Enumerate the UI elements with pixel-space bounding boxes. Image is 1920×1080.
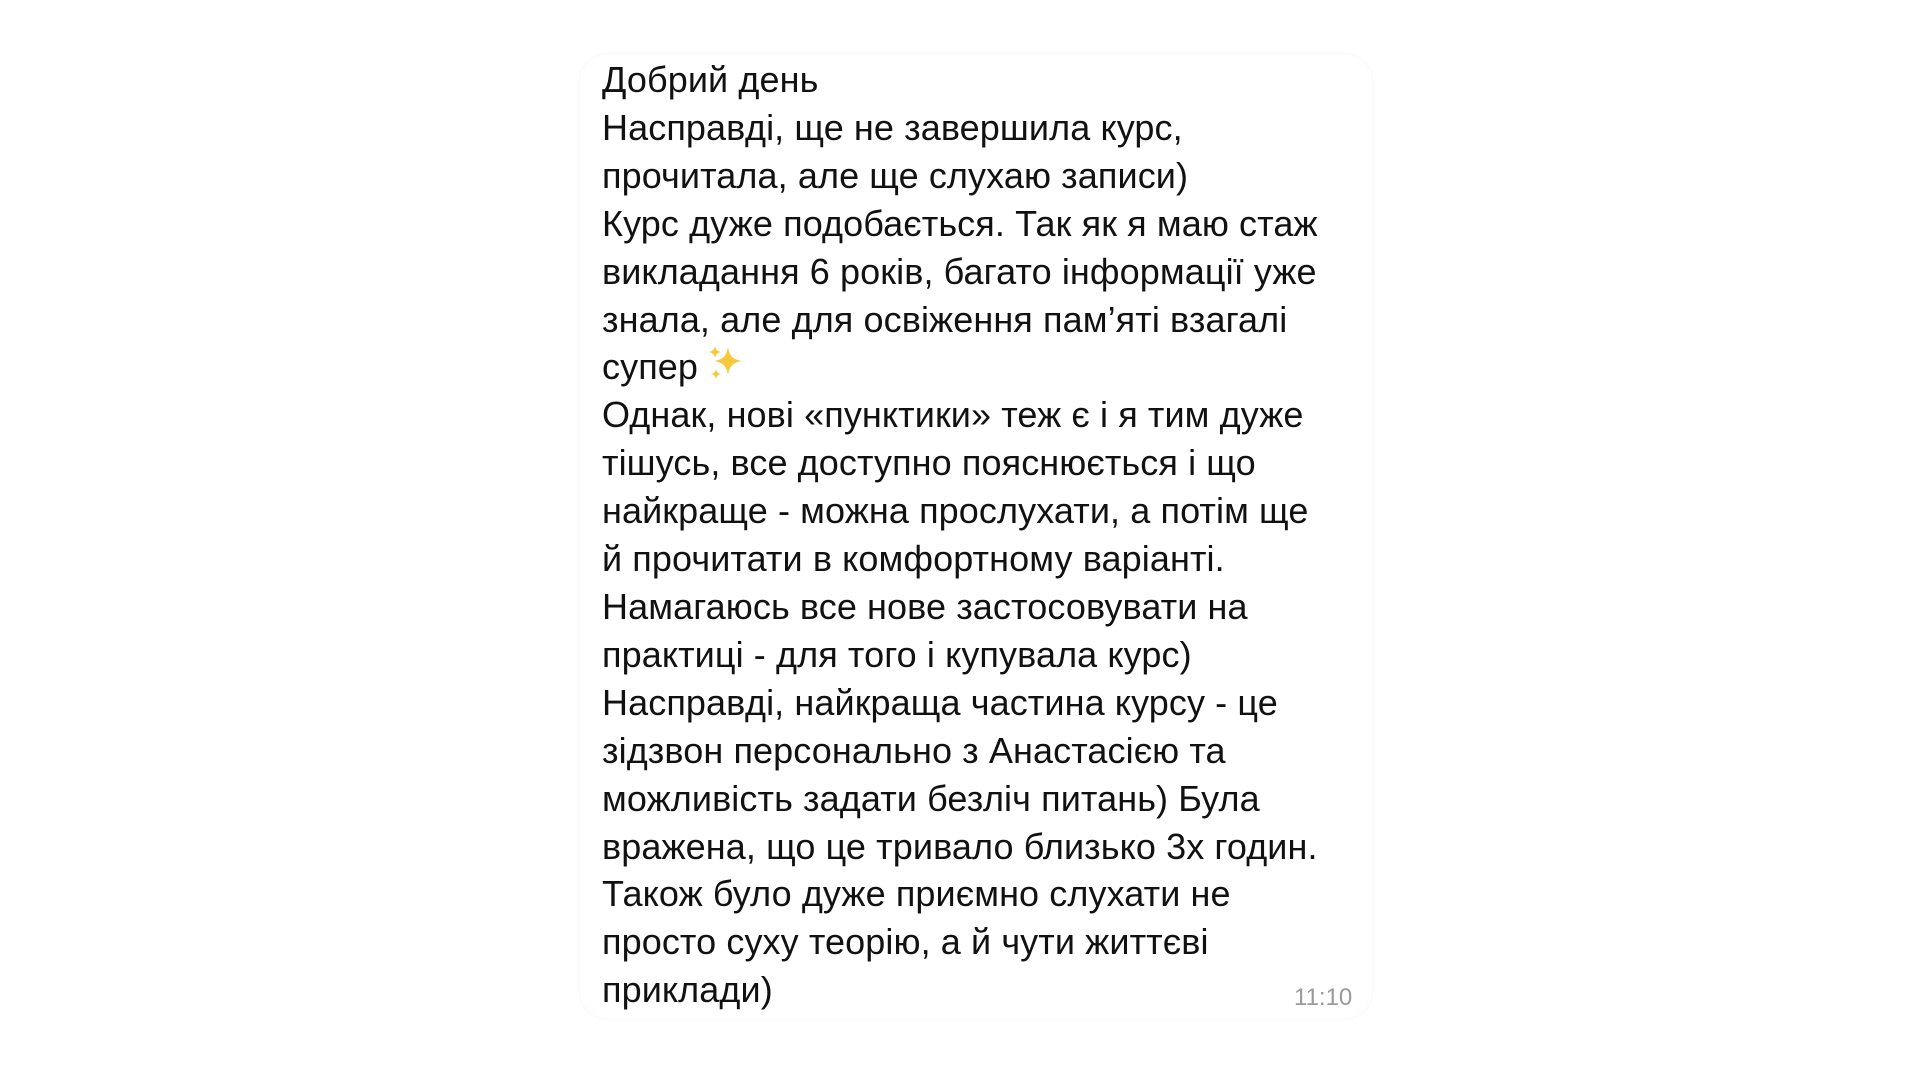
message-line: зідзвон персонально з Анастасією та xyxy=(602,729,1226,771)
sparkles-icon xyxy=(706,343,746,383)
message-line: прочитала, але ще слухаю записи) xyxy=(602,154,1189,196)
message-line: Курс дуже подобається. Так як я маю стаж xyxy=(602,202,1318,244)
message-line: знала, але для освіження пам’яті взагалі xyxy=(602,298,1288,340)
message-line: тішусь, все доступно пояснюється і що xyxy=(602,442,1256,484)
message-line: Насправді, найкраща частина курсу - це xyxy=(602,681,1278,723)
message-line: приклади) xyxy=(602,969,773,1011)
message-line: Намагаюсь все нове застосовувати на xyxy=(602,585,1248,627)
message-line-with-emoji xyxy=(602,343,1372,391)
message-line-text: супер xyxy=(602,346,699,388)
message-line: викладання 6 років, багато інформації уже xyxy=(602,250,1317,292)
message-line: вражена, що це тривало близько 3х годин. xyxy=(602,825,1318,867)
message-line: можливість задати безліч питань) Була xyxy=(602,777,1260,819)
message-line: просто суху теорію, а й чути життєві xyxy=(602,921,1209,963)
message-text xyxy=(602,56,1372,1014)
message-timestamp: 11:10 xyxy=(1294,984,1353,1011)
message-line: й прочитати в комфортному варіанті. xyxy=(602,538,1225,580)
message-line: Добрий день xyxy=(602,59,819,100)
message-line: Також було дуже приємно слухати не xyxy=(602,873,1231,915)
message-line: найкраще - можна прослухати, а потім ще xyxy=(602,490,1309,532)
message-line: Насправді, ще не завершила курс, xyxy=(602,106,1183,148)
message-line: Однак, нові «пунктики» теж є і я тим дуже xyxy=(602,394,1304,436)
message-line: практиці - для того і купувала курс) xyxy=(602,633,1192,675)
